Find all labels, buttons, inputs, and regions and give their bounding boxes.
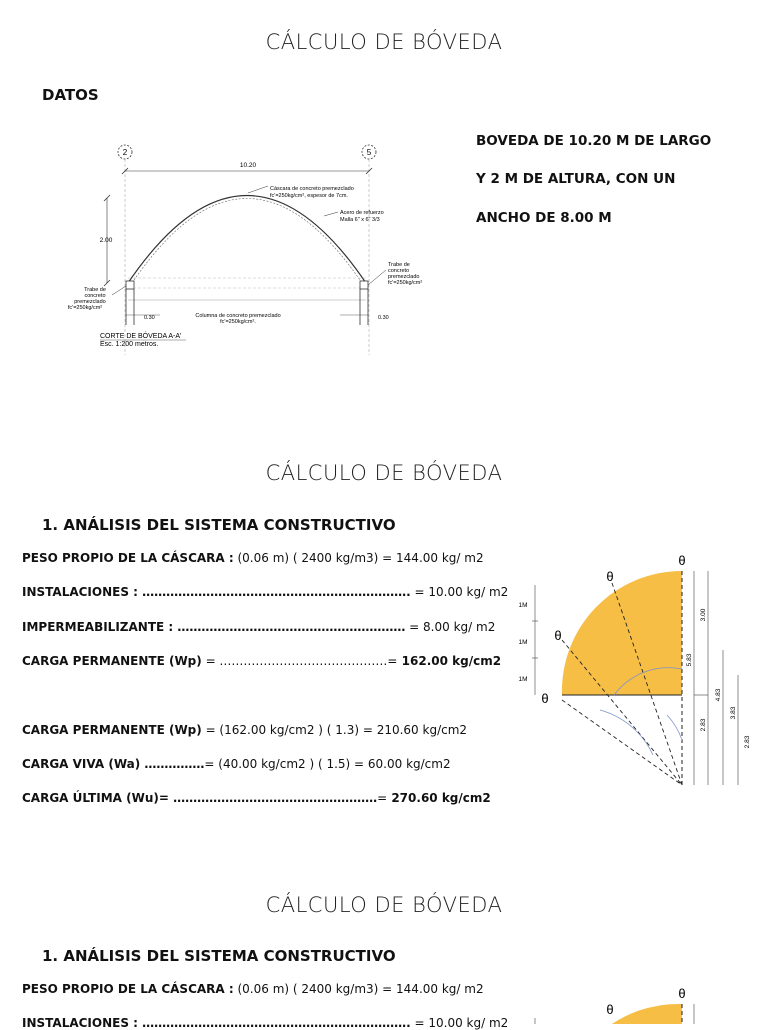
drawing-caption-1: CORTE DE BÓVEDA A-A' [100,333,182,340]
desc-line-2: Y 2 M DE ALTURA, CON UN [476,171,676,187]
load-row [22,757,451,771]
load-row [22,585,508,599]
load-label: CARGA PERMANENTE (Wp) [22,654,202,668]
beam-left-note-3: premezclado [74,299,106,305]
load-row [22,654,501,668]
seg-label: 1M [518,676,528,683]
load-value: = (40.00 kg/cm2 ) ( 1.5) = 60.00 kg/cm2 [204,757,451,771]
span-label: 10.20 [239,162,257,169]
load-value: = (162.00 kg/cm2 ) ( 1.3) = 210.60 kg/cm2 [201,723,468,737]
quadrant-diagram [505,545,765,795]
beam-left [126,281,134,289]
height-label: 2.00 [99,237,113,244]
section-heading: 1. ANÁLISIS DEL SISTEMA CONSTRUCTIVO [42,947,396,965]
load-value: = 10.00 kg/ m2 [410,585,509,599]
theta-symbol: θ [606,1002,614,1017]
load-row [22,620,495,634]
load-label: IMPERMEABILIZANTE : ………………………………………………… [22,620,406,634]
load-value: (0.06 m) ( 2400 kg/m3) = 144.00 kg/ m2 [233,982,484,996]
page-title: CÁLCULO DE BÓVEDA [265,461,503,485]
load-label: PESO PROPIO DE LA CÁSCARA : [22,982,234,996]
load-total: 162.00 kg/cm2 [397,654,502,668]
vault-shell-inner [132,199,362,284]
load-value: = 8.00 kg/ m2 [405,620,496,634]
column-note-1: Columna de concreto premezclado [195,313,281,319]
beam-left-note-1: Trabe de [84,287,106,293]
theta-symbol: θ [678,553,686,568]
section-heading: 1. ANÁLISIS DEL SISTEMA CONSTRUCTIVO [42,516,396,534]
axis-marker-left [118,145,132,355]
quadrant-diagram-partial [505,978,765,1024]
beam-left-note-4: fc'=250kg/cm² [67,305,103,311]
dim-label: 3.00 [700,608,707,622]
seg-label: 1M [518,639,528,646]
col-width-left: 0.30 [144,315,155,321]
axis-marker-right [362,145,376,355]
theta-symbol: θ [678,986,686,1001]
dim-label: 5.83 [686,653,693,667]
beam-right-note-3: premezclado [388,274,420,280]
load-label: INSTALACIONES : …………………………………………………………. [22,585,411,599]
dim-label: 3.83 [730,706,737,720]
column-note-2: fc'=250kg/cm². [220,319,256,325]
theta-symbol: θ [554,628,562,643]
axis-label-right: 5 [366,148,372,157]
drawing-caption-2: Esc. 1:200 metros. [100,341,159,348]
load-row [22,1016,508,1030]
page-title: CÁLCULO DE BÓVEDA [265,30,503,54]
theta-symbol: θ [541,691,549,706]
load-total: 270.60 kg/cm2 [387,791,491,805]
load-label: CARGA VIVA (Wa) …………… [22,757,205,771]
vault-section-drawing [40,140,440,355]
beam-right [360,281,368,289]
load-row [22,551,484,565]
rebar-note-2: Malla 6" x 6" 3/3 [340,217,380,223]
load-row [22,982,484,996]
shell-note-2: fc'=250kg/cm², espesor de 7cm. [270,193,348,199]
seg-label: 1M [518,602,528,609]
beam-right-note-1: Trabe de [388,262,410,268]
rebar-note-1: Acero de refuerzo [340,210,384,216]
load-label: PESO PROPIO DE LA CÁSCARA : [22,551,234,565]
beam-left-note-2: concreto [84,293,106,299]
load-label: INSTALACIONES : …………………………………………………………. [22,1016,411,1030]
beam-right-note-4: fc'=250kg/cm² [388,280,423,286]
load-value: = [377,791,388,805]
quadrant-fill [562,571,682,695]
axis-label-left: 2 [122,148,128,157]
col-width-right: 0.30 [378,315,389,321]
theta-symbol: θ [606,569,614,584]
desc-line-1: BOVEDA DE 10.20 M DE LARGO [476,133,712,149]
load-label: CARGA ÚLTIMA (Wu)= …………………………………………… [22,791,378,805]
load-row [22,791,491,805]
shell-note-1: Cáscara de concreto premezclado [270,186,354,192]
load-value: (0.06 m) ( 2400 kg/m3) = 144.00 kg/ m2 [233,551,484,565]
page-title: CÁLCULO DE BÓVEDA [265,893,503,917]
desc-line-3: ANCHO DE 8.00 M [476,210,612,226]
load-row [22,723,467,737]
dim-label: 2.83 [744,735,751,749]
datos-heading: DATOS [42,86,99,104]
vault-shell-outer [128,196,366,284]
dim-label: 4.83 [715,688,722,702]
load-label: CARGA PERMANENTE (Wp) [22,723,202,737]
load-value: = 10.00 kg/ m2 [410,1016,509,1030]
beam-right-note-2: concreto [388,268,410,274]
load-value: = ……………………………………= [201,654,398,668]
dim-label: 2.83 [700,718,707,732]
